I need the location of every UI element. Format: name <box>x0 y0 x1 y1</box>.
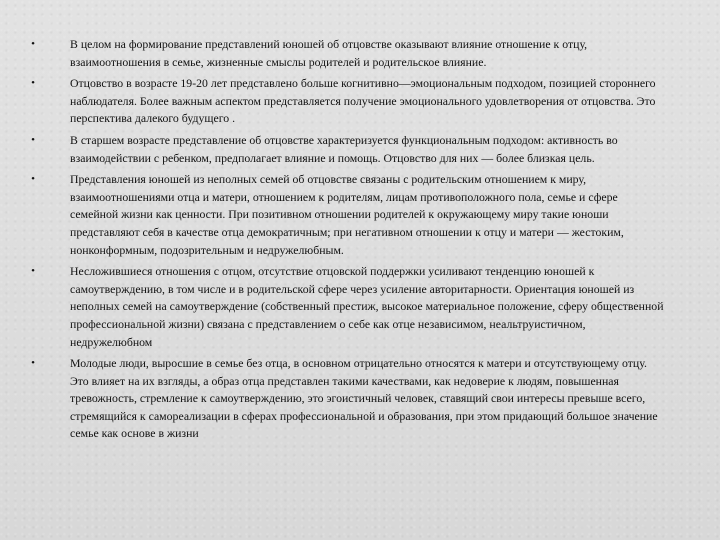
bullet-text: Представления юношей из неполных семей об отцовстве связаны с родительским отношением к миру, взаимоотношениями отца и матери, отношением к родителям, лицам противоположного пола, семье и сфере семейной жизни как ценности. При позитивном отношении родителей к окружающему миру такие юноши представляют себя в качестве отца демократичным; при негативном отношении к отцу и матери — жестоким, нонконформным, подозрительным и недружелюбным. <box>70 172 624 257</box>
bullet-marker: • <box>31 77 35 90</box>
bullet-item <box>28 355 668 443</box>
bullet-item <box>28 36 668 71</box>
bullet-marker: • <box>31 357 35 370</box>
bullet-text: Несложившиеся отношения с отцом, отсутствие отцовской поддержки усиливают тенденцию юношей к самоутверждению, в том числе и в родительской сфере через усиление авторитарности. Ориентация юношей из неполных семей на самоутверждение (собственный престиж, высокое материальное положение, сферу общественной профессиональной жизни) связана с представлением о себе как отце независимом, неальтруистичном, недружелюбном <box>70 264 664 349</box>
bullet-marker: • <box>31 38 35 50</box>
bullet-list <box>28 36 668 447</box>
bullet-text: Отцовство в возрасте 19-20 лет представлено больше когнитивно—эмоциональным подходом, позицией стороннего наблюдателя. Более важным аспектом представляется получение эмоционального удовлетворения от отцовства. Это перспектива далекого будущего . <box>70 76 656 126</box>
bullet-marker: • <box>31 133 35 146</box>
bullet-item <box>28 132 668 167</box>
bullet-item <box>28 75 668 128</box>
bullet-marker: • <box>31 265 35 278</box>
bullet-item <box>28 171 668 259</box>
bullet-text: В целом на формирование представлений юношей об отцовстве оказывают влияние отношение к отцу, взаимоотношения в семье, жизненные смыслы родителей и родительское влияние. <box>70 37 588 69</box>
bullet-item <box>28 263 668 351</box>
bullet-text: Молодые люди, выросшие в семье без отца, в основном отрицательно относятся к матери и отсутствующему отцу. Это влияет на их взгляды, а образ отца представлен такими качествами, как недоверие к людям, повышенная тревожность, стремление к самоутверждению, это эгоистичный человек, ставящий свои интересы превыше всего, стремящийся к самореализации в сферах профессиональной и образования, при этом придающий большое значение семье как основе в жизни <box>70 356 658 441</box>
bullet-marker: • <box>31 173 35 186</box>
bullet-text: В старшем возрасте представление об отцовстве характеризуется функциональным подходом: активность во взаимодействии с ребенком, предполагает влияние и помощь. Отцовство для них — более близкая цель. <box>70 132 618 165</box>
